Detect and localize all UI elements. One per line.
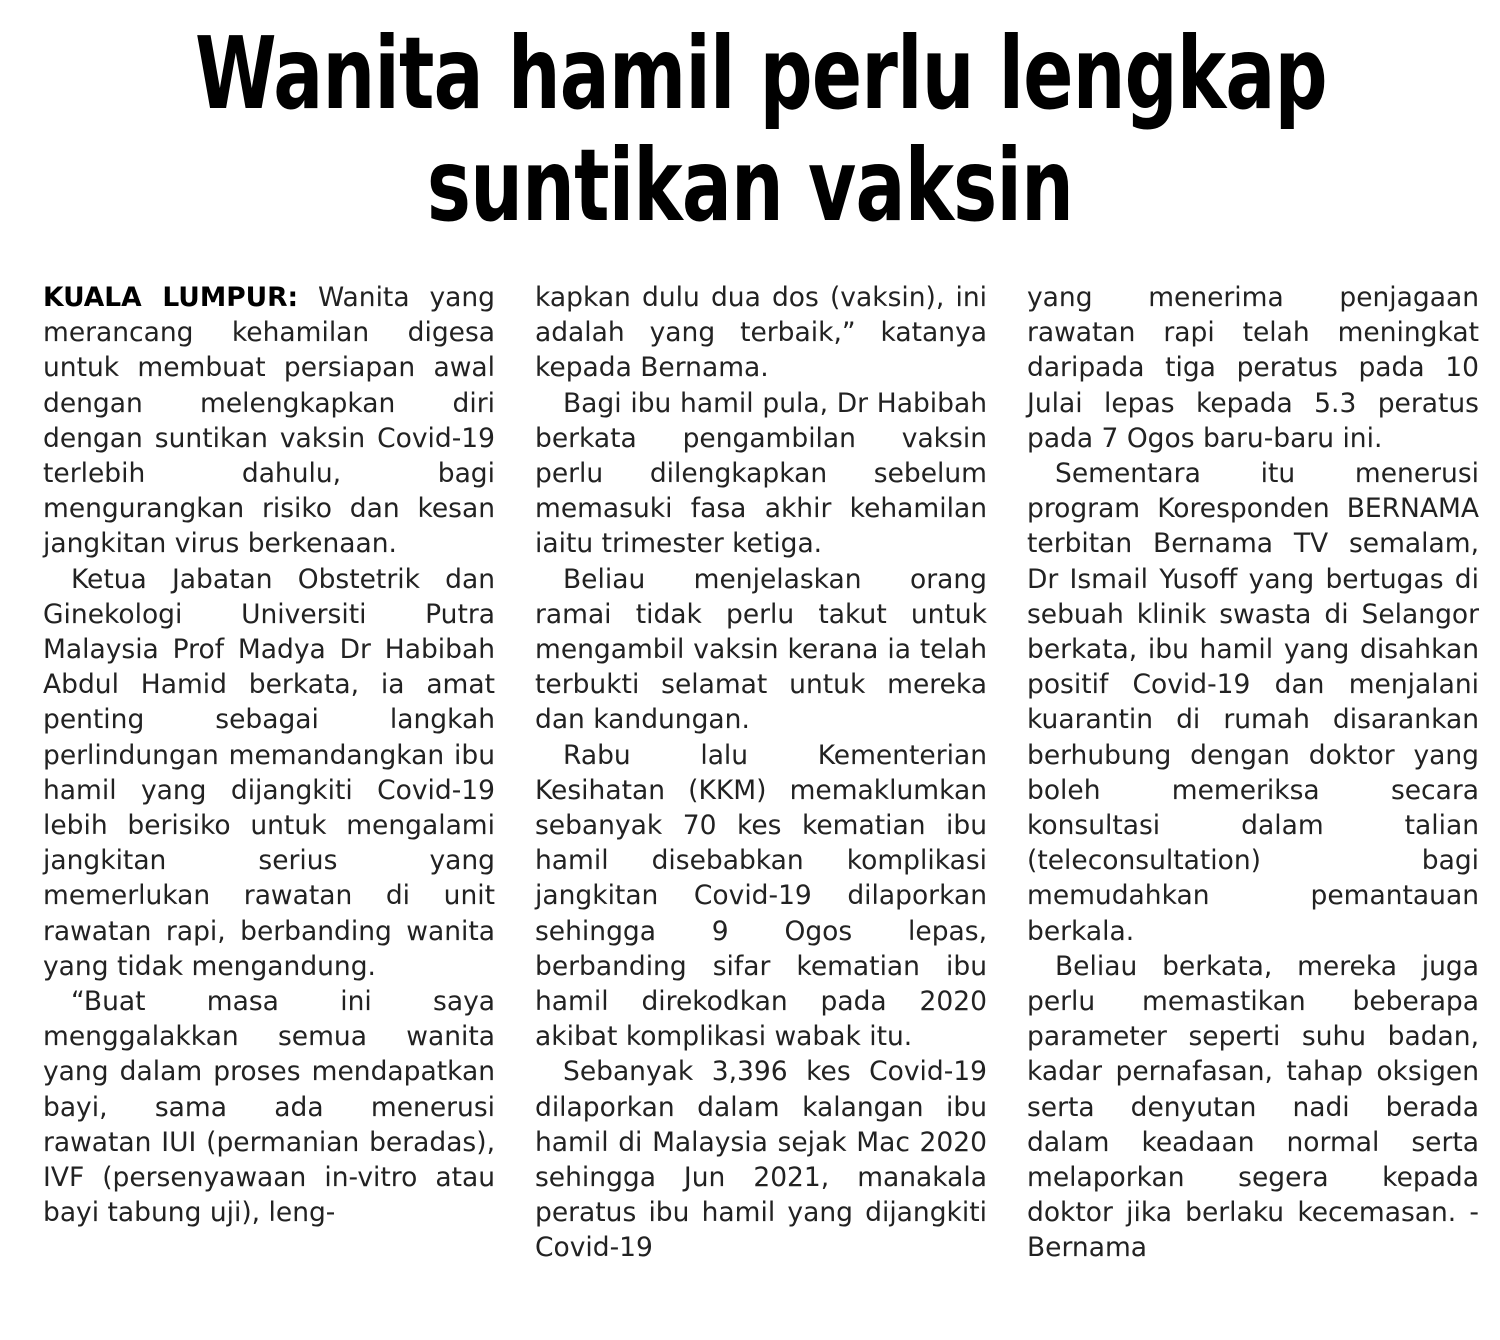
paragraph: Sebanyak 3,396 kes Covid-19 dilaporkan dalam kalangan ibu hamil di Malaysia sejak Mac 2020 sehingga Jun 2021, manakala peratus ibu hamil yang dijangkiti Covid-19 [535, 1056, 987, 1264]
dateline: KUALA LUMPUR: [43, 282, 299, 313]
paragraph: Beliau menjelaskan orang ramai tidak perlu takut untuk mengambil vaksin kerana ia telah terbukti selamat untuk mereka dan kandungan. [535, 563, 987, 736]
article-column-3 [1027, 280, 1479, 1266]
article-column-1 [43, 280, 495, 1230]
paragraph: yang menerima penjagaan rawatan rapi telah meningkat daripada tiga peratus pada 10 Julai lepas kepada 5.3 peratus pada 7 Ogos baru-baru ini. [1027, 282, 1479, 454]
headline [195, 15, 1327, 244]
paragraph: Ketua Jabatan Obstetrik dan Ginekologi Universiti Putra Malaysia Prof Madya Dr Habibah Abdul Hamid berkata, ia amat penting sebagai langkah perlindungan memandangkan ibu hamil yang dijangkiti Covid-19 lebih berisiko untuk mengalami jangkitan serius yang memerlukan rawatan di unit rawatan rapi, berbanding wanita yang tidak mengandung. [43, 563, 495, 982]
paragraph-text: Wanita yang merancang kehamilan digesa untuk membuat persiapan awal dengan melengkapkan diri dengan suntikan vaksin Covid-19 terlebih dahulu, bagi mengurangkan risiko dan kesan jangkitan virus berkenaan. [43, 282, 495, 560]
headline-line-2: suntikan vaksin [426, 127, 1074, 244]
paragraph: “Buat masa ini saya menggalakkan semua wanita yang dalam proses mendapatkan bayi, sama ada menerusi rawatan IUI (permanian beradas), IVF (persenyawaan in-vitro atau bayi tabung uji), leng- [43, 986, 495, 1229]
paragraph: kapkan dulu dua dos (vaksin), ini adalah yang terbaik,” katanya kepada Bernama. [535, 282, 987, 384]
paragraph: Beliau berkata, mereka juga perlu memastikan beberapa parameter seperti suhu badan, kadar pernafasan, tahap oksigen serta denyutan nadi berada dalam keadaan normal serta melaporkan segera kepada doktor jika berlaku kecemasan. - Bernama [1027, 950, 1479, 1264]
paragraph: Sementara itu menerusi program Koresponden BERNAMA terbitan Bernama TV semalam, Dr Ismail Yusoff yang bertugas di sebuah klinik swasta di Selangor berkata, ibu hamil yang disahkan positif Covid-19 dan menjalani kuarantin di rumah disarankan berhubung dengan doktor yang boleh memeriksa secara konsultasi dalam talian (teleconsultation) bagi memudahkan pemantauan berkala. [1027, 458, 1479, 947]
headline-line-1: Wanita hamil perlu lengkap [195, 15, 1327, 132]
article-column-2 [535, 280, 987, 1266]
paragraph: Rabu lalu Kementerian Kesihatan (KKM) memaklumkan sebanyak 70 kes kematian ibu hamil disebabkan komplikasi jangkitan Covid-19 dilaporkan sehingga 9 Ogos lepas, berbanding sifar kematian ibu hamil direkodkan pada 2020 akibat komplikasi wabak itu. [535, 739, 987, 1053]
paragraph [43, 280, 495, 562]
paragraph: Bagi ibu hamil pula, Dr Habibah berkata pengambilan vaksin perlu dilengkapkan sebelum memasuki fasa akhir kehamilan iaitu trimester ketiga. [535, 387, 987, 560]
